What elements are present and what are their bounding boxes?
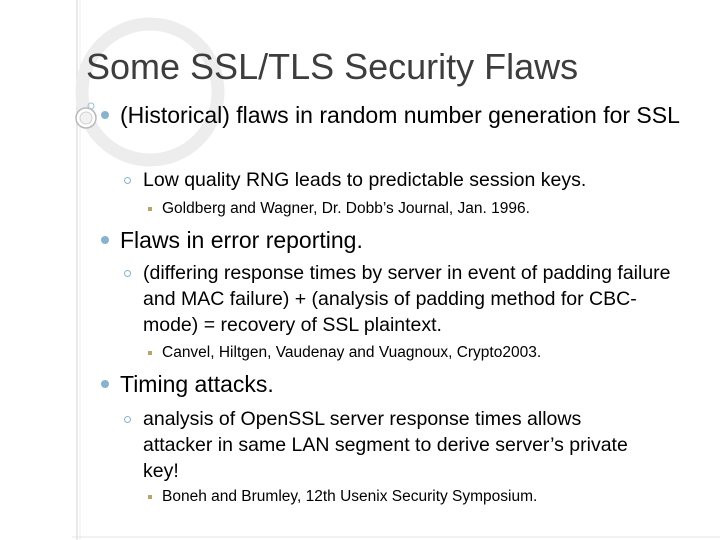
sub-bullet-marker [124,270,131,277]
bullet-text: (Historical) flaws in random number generation for SSL [120,102,680,128]
sub-bullet-marker [124,416,131,423]
bullet-marker [101,236,109,244]
reference-error-reporting [162,343,682,363]
sub-bullet-timing-attacks [143,406,643,484]
reference-text: Canvel, Hiltgen, Vaudenay and Vuagnoux, Crypto2003. [162,344,542,361]
reference-marker [148,351,152,355]
sub-bullet-text: analysis of OpenSSL server response times allows attacker in same LAN segment to derive server’s private key! [143,408,628,482]
sub-bullet-error-reporting [143,260,678,338]
bullet-text: Flaws in error reporting. [120,227,363,253]
bullet-error-reporting [120,226,680,254]
sub-bullet-marker [124,177,131,184]
bullet-text: Timing attacks. [120,371,274,397]
reference-rng [162,199,682,219]
reference-text: Goldberg and Wagner, Dr. Dobb’s Journal, Jan. 1996. [162,200,530,217]
bullet-marker [101,380,109,388]
reference-marker [148,207,152,211]
reference-marker [148,495,152,499]
slide-title: Some SSL/TLS Security Flaws [86,46,579,87]
bullet-rng [120,101,680,129]
bullet-marker [101,111,109,119]
reference-text: Boneh and Brumley, 12th Usenix Security Symposium. [162,488,538,505]
bullet-timing-attacks [120,370,680,398]
reference-timing-attacks [162,487,682,507]
sub-bullet-text: Low quality RNG leads to predictable session keys. [143,169,587,191]
sub-bullet-rng [143,167,683,193]
sub-bullet-text: (differing response times by server in event of padding failure and MAC failure) + (analysis of padding method for CBC-mode) = recovery of SSL plaintext. [143,262,671,336]
